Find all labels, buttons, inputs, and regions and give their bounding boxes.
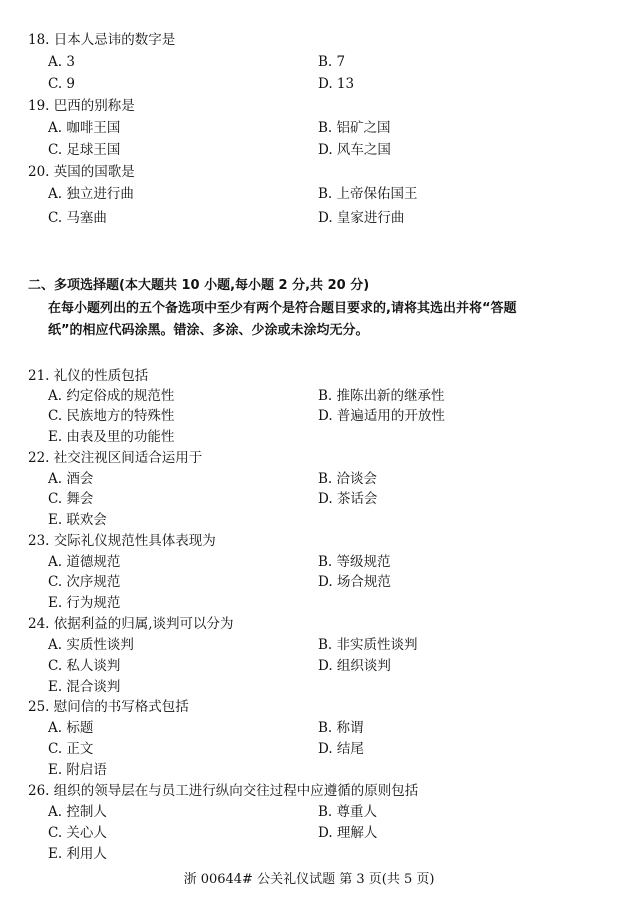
question-24-stem: 24. 依据利益的归属,谈判可以分为: [28, 616, 234, 632]
question-20-stem: 20. 英国的国歌是: [28, 164, 135, 180]
question-21-stem: 21. 礼仪的性质包括: [28, 368, 149, 384]
question-18-stem: 18. 日本人忌讳的数字是: [28, 32, 176, 48]
question-19-option-d: D. 风车之国: [318, 142, 391, 158]
question-25-stem: 25. 慰问信的书写格式包括: [28, 699, 189, 715]
question-19-option-a: A. 咖啡王国: [48, 120, 121, 136]
section-2-title: 二、多项选择题(本大题共 10 小题,每小题 2 分,共 20 分): [28, 278, 370, 293]
question-25-option-b: B. 称谓: [318, 720, 364, 736]
question-23-stem: 23. 交际礼仪规范性具体表现为: [28, 533, 216, 549]
question-18-option-a: A. 3: [48, 54, 75, 70]
question-26-option-e: E. 利用人: [48, 846, 107, 862]
question-24-option-a: A. 实质性谈判: [48, 637, 134, 653]
question-21-option-e: E. 由表及里的功能性: [48, 429, 175, 445]
question-21-option-b: B. 推陈出新的继承性: [318, 388, 445, 404]
question-24-option-b: B. 非实质性谈判: [318, 637, 418, 653]
question-25-option-a: A. 标题: [48, 720, 94, 736]
question-22-option-b: B. 洽谈会: [318, 471, 378, 487]
question-18-option-d: D. 13: [318, 76, 355, 92]
question-19-option-b: B. 铝矿之国: [318, 120, 391, 136]
question-20-option-a: A. 独立进行曲: [48, 186, 134, 202]
question-21-option-d: D. 普遍适用的开放性: [318, 408, 445, 424]
question-25-option-e: E. 附启语: [48, 762, 107, 778]
question-22-option-d: D. 茶话会: [318, 491, 378, 507]
question-23-option-e: E. 行为规范: [48, 595, 121, 611]
question-19-stem: 19. 巴西的别称是: [28, 98, 135, 114]
question-20-option-b: B. 上帝保佑国王: [318, 186, 418, 202]
question-18-option-c: C. 9: [48, 76, 76, 92]
question-26-stem: 26. 组织的领导层在与员工进行纵向交往过程中应遵循的原则包括: [28, 783, 419, 799]
question-24-option-c: C. 私人谈判: [48, 658, 121, 674]
section-2-instruction-line1: 在每小题列出的五个备选项中至少有两个是符合题目要求的,请将其选出并将“答题: [48, 301, 517, 316]
question-21-option-c: C. 民族地方的特殊性: [48, 408, 175, 424]
page-footer: 浙 00644# 公关礼仪试题 第 3 页(共 5 页): [183, 872, 435, 887]
question-26-option-d: D. 理解人: [318, 825, 378, 841]
question-22-stem: 22. 社交注视区间适合运用于: [28, 450, 203, 466]
question-26-option-b: B. 尊重人: [318, 804, 378, 820]
question-23-option-b: B. 等级规范: [318, 554, 391, 570]
question-26-option-a: A. 控制人: [48, 804, 107, 820]
section-2-instruction-line2: 纸”的相应代码涂黑。错涂、多涂、少涂或未涂均无分。: [48, 323, 369, 338]
question-26-option-c: C. 关心人: [48, 825, 107, 841]
question-23-option-d: D. 场合规范: [318, 574, 391, 590]
question-23-option-c: C. 次序规范: [48, 574, 121, 590]
question-20-option-c: C. 马塞曲: [48, 210, 107, 226]
question-24-option-e: E. 混合谈判: [48, 679, 121, 695]
question-22-option-c: C. 舞会: [48, 491, 94, 507]
question-19-option-c: C. 足球王国: [48, 142, 121, 158]
question-25-option-d: D. 结尾: [318, 741, 364, 757]
question-23-option-a: A. 道德规范: [48, 554, 121, 570]
question-22-option-a: A. 酒会: [48, 471, 94, 487]
question-25-option-c: C. 正文: [48, 741, 94, 757]
question-20-option-d: D. 皇家进行曲: [318, 210, 405, 226]
question-18-option-b: B. 7: [318, 54, 346, 70]
question-22-option-e: E. 联欢会: [48, 512, 107, 528]
question-24-option-d: D. 组织谈判: [318, 658, 391, 674]
question-21-option-a: A. 约定俗成的规范性: [48, 388, 175, 404]
